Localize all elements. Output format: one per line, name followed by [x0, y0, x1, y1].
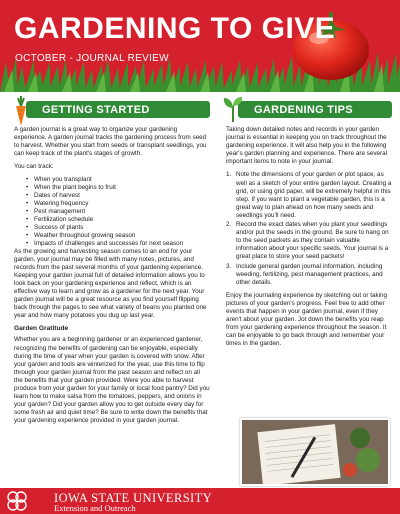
list-item: • Success of plants	[26, 224, 210, 232]
track-list	[26, 176, 210, 247]
intro-paragraph: A garden journal is a great way to organize your gardening experience. A garden journal tracks the gardening process from seed to harvest. Whether you start from seeds or transplant seedlings, you can keep track of the plant's stages of growth.	[14, 126, 207, 158]
gratitude-heading: Garden Gratitude	[14, 325, 69, 333]
journal-photo	[240, 418, 390, 486]
carrot-icon	[10, 96, 32, 126]
tips-closing-paragraph: Enjoy the journaling experience by sketching out or taking pictures of your garden's progress. Feel free to add other events that happen in your garden journal, even if they aren't about your garden. Jot down the benefits you reap from your gardening experience throughout the season. It can be enjoyable to go back through and remember your times in the garden.	[226, 291, 388, 348]
getting-started-heading	[14, 98, 210, 120]
gratitude-paragraph: Whether you are a beginning gardener or an experienced gardener, recognizing the benefits of gardening can be enjoyable, especially during the time of year when your garden is covered with snow. After your garden and tools are winterized for the year, use this time to flip through your garden journal from the past season and reflect on all the benefits that your garden provided. Were you able to harvest produce from your garden for your family or local food pantry? Did you learn how to make salsa from the tomatoes, peppers, and onions in your garden? Did your garden allow you to get outside every day for some fresh air and quiet time? Be sure to write down the benefits that your gardening experience provided in your garden journal.	[14, 336, 210, 425]
list-item: 1. Note the dimensions of your garden or plot space, as well as a sketch of your entire garden layout. Creating a grid, or using grid paper, will be extremely helpful in this step. If you want to plant a vegetable garden, this is a great way to plan ahead on how many seeds and seedlings you'll need.	[226, 171, 392, 219]
list-item: • Dates of harvest	[26, 192, 210, 200]
journal-photo-illustration	[242, 420, 388, 484]
university-name: IOWA STATE UNIVERSITY	[54, 491, 213, 505]
seedling-icon	[222, 96, 244, 122]
getting-started-column	[14, 98, 210, 431]
list-item: • Weather throughout growing season	[26, 232, 210, 240]
gardening-tips-heading	[226, 98, 392, 120]
extension-name: Extension and Outreach	[54, 503, 136, 513]
list-item: 2. Record the exact dates when you plant your seedlings and/or put the seeds in the ground. Be sure to hang on to the seed packets as they contain valuable information about your specific seeds. Your journal is a great place to store your seed packets!	[226, 221, 389, 261]
tips-list	[226, 171, 392, 286]
gardening-tips-column	[226, 98, 392, 353]
page-header	[0, 0, 400, 92]
reflection-paragraph: As the growing and harvesting season comes to an end for your garden, your journal may be filled with many notes, pictures, and records from the past several months of your gardening experience. Keeping your garden journal full of detailed information allows you to look back on your gardening experience and reflect, which is an effective way to learn and grow as a gardener for the next year. Your garden journal will be a great resource as you find yourself flipping back through the pages to see what variety of beans you planted one year and how many potatoes you dug up last year.	[14, 247, 207, 320]
tips-intro-paragraph: Taking down detailed notes and records in your garden journal is essential in keeping you on track throughout the gardening experience. It will also help you in the following year's garden planning and experience. There are several important items to note in your journal.	[226, 126, 388, 166]
track-label: You can track:	[14, 163, 54, 171]
heading-label: GETTING STARTED	[42, 104, 150, 116]
heading-label: GARDENING TIPS	[254, 104, 353, 116]
page-subtitle: OCTOBER - JOURNAL REVIEW	[15, 53, 169, 64]
list-item: • Watering frequency	[26, 200, 210, 208]
page-title: GARDENING TO GIVE	[14, 12, 336, 45]
page-footer	[0, 488, 400, 514]
list-item: 3. Include general garden journal information, including weeding, fertilizing, pest management practices, and other details.	[226, 262, 383, 286]
4h-clover-icon	[6, 490, 28, 512]
list-item: • Pest management	[26, 208, 210, 216]
list-item: • Fertilization schedule	[26, 216, 210, 224]
list-item: • When you transplant	[26, 176, 210, 184]
list-item: • Impacts of challenges and successes for next season	[26, 240, 210, 248]
list-item: • When the plant begins to fruit	[26, 184, 210, 192]
